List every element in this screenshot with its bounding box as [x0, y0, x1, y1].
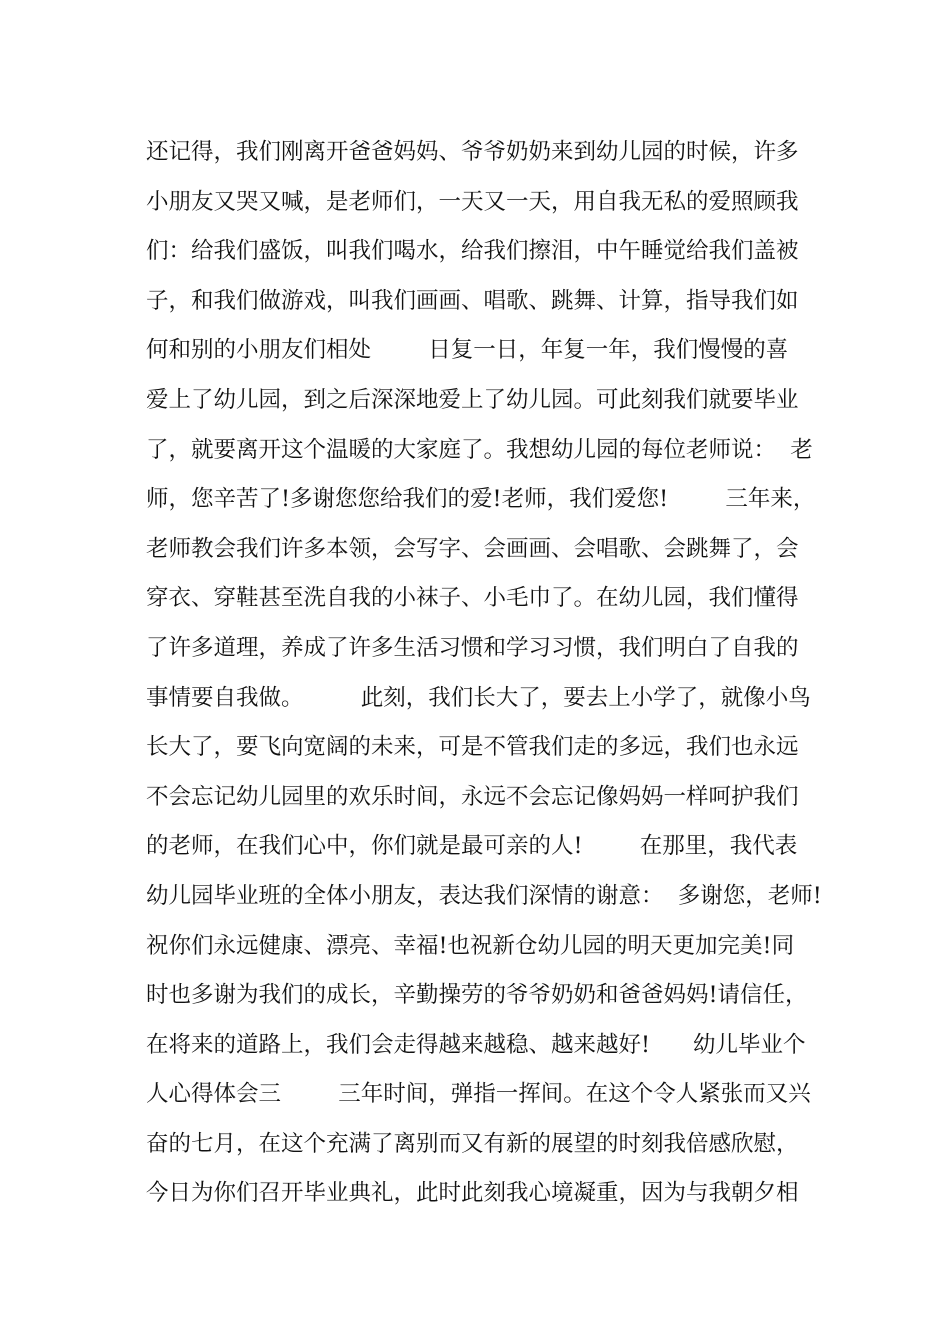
text-line: 长大了，要飞向宽阔的未来，可是不管我们走的多远，我们也永远 [146, 734, 799, 761]
text-line: 小朋友又哭又喊，是老师们，一天又一天，用自我无私的爱照顾我 [146, 188, 799, 215]
text-line: 不会忘记幼儿园里的欢乐时间，永远不会忘记像妈妈一样呵护我们 [146, 783, 799, 810]
text-line: 老师教会我们许多本领，会写字、会画画、会唱歌、会跳舞了，会 [146, 535, 799, 562]
text-line: 师，您辛苦了!多谢您您给我们的爱!老师，我们爱您! 三年来， [146, 486, 816, 513]
text-line: 爱上了幼儿园，到之后深深地爱上了幼儿园。可此刻我们就要毕业 [146, 386, 799, 413]
text-line: 奋的七月，在这个充满了离别而又有新的展望的时刻我倍感欣慰， [146, 1130, 799, 1157]
text-line: 了许多道理，养成了许多生活习惯和学习习惯，我们明白了自我的 [146, 634, 799, 661]
text-line: 们：给我们盛饭，叫我们喝水，给我们擦泪，中午睡觉给我们盖被 [146, 238, 799, 265]
text-line: 事情要自我做。 此刻，我们长大了，要去上小学了，就像小鸟 [146, 684, 811, 711]
text-line: 幼儿园毕业班的全体小朋友，表达我们深情的谢意： 多谢您，老师! [146, 882, 822, 909]
text-line: 时也多谢为我们的成长，辛勤操劳的爷爷奶奶和爸爸妈妈!请信任， [146, 982, 808, 1009]
text-line: 今日为你们召开毕业典礼，此时此刻我心境凝重，因为与我朝夕相 [146, 1180, 799, 1207]
text-line: 何和别的小朋友们相处 日复一日，年复一年，我们慢慢的喜 [146, 337, 789, 364]
body-text [146, 128, 826, 1219]
text-line: 还记得，我们刚离开爸爸妈妈、爷爷奶奶来到幼儿园的时候，许多 [146, 139, 799, 165]
text-line: 人心得体会三 三年时间，弹指一挥间。在这个令人紧张而又兴 [146, 1081, 811, 1108]
text-line: 祝你们永远健康、漂亮、幸福!也祝新仓幼儿园的明天更加完美!同 [146, 932, 795, 959]
text-line: 了，就要离开这个温暖的大家庭了。我想幼儿园的每位老师说： 老 [146, 436, 813, 463]
text-line: 子，和我们做游戏，叫我们画画、唱歌、跳舞、计算，指导我们如 [146, 287, 799, 314]
text-line: 的老师，在我们心中，你们就是最可亲的人! 在那里，我代表 [146, 833, 798, 860]
text-line: 在将来的道路上，我们会走得越来越稳、越来越好! 幼儿毕业个 [146, 1031, 806, 1058]
text-line: 穿衣、穿鞋甚至洗自我的小袜子、小毛巾了。在幼儿园，我们懂得 [146, 585, 799, 612]
